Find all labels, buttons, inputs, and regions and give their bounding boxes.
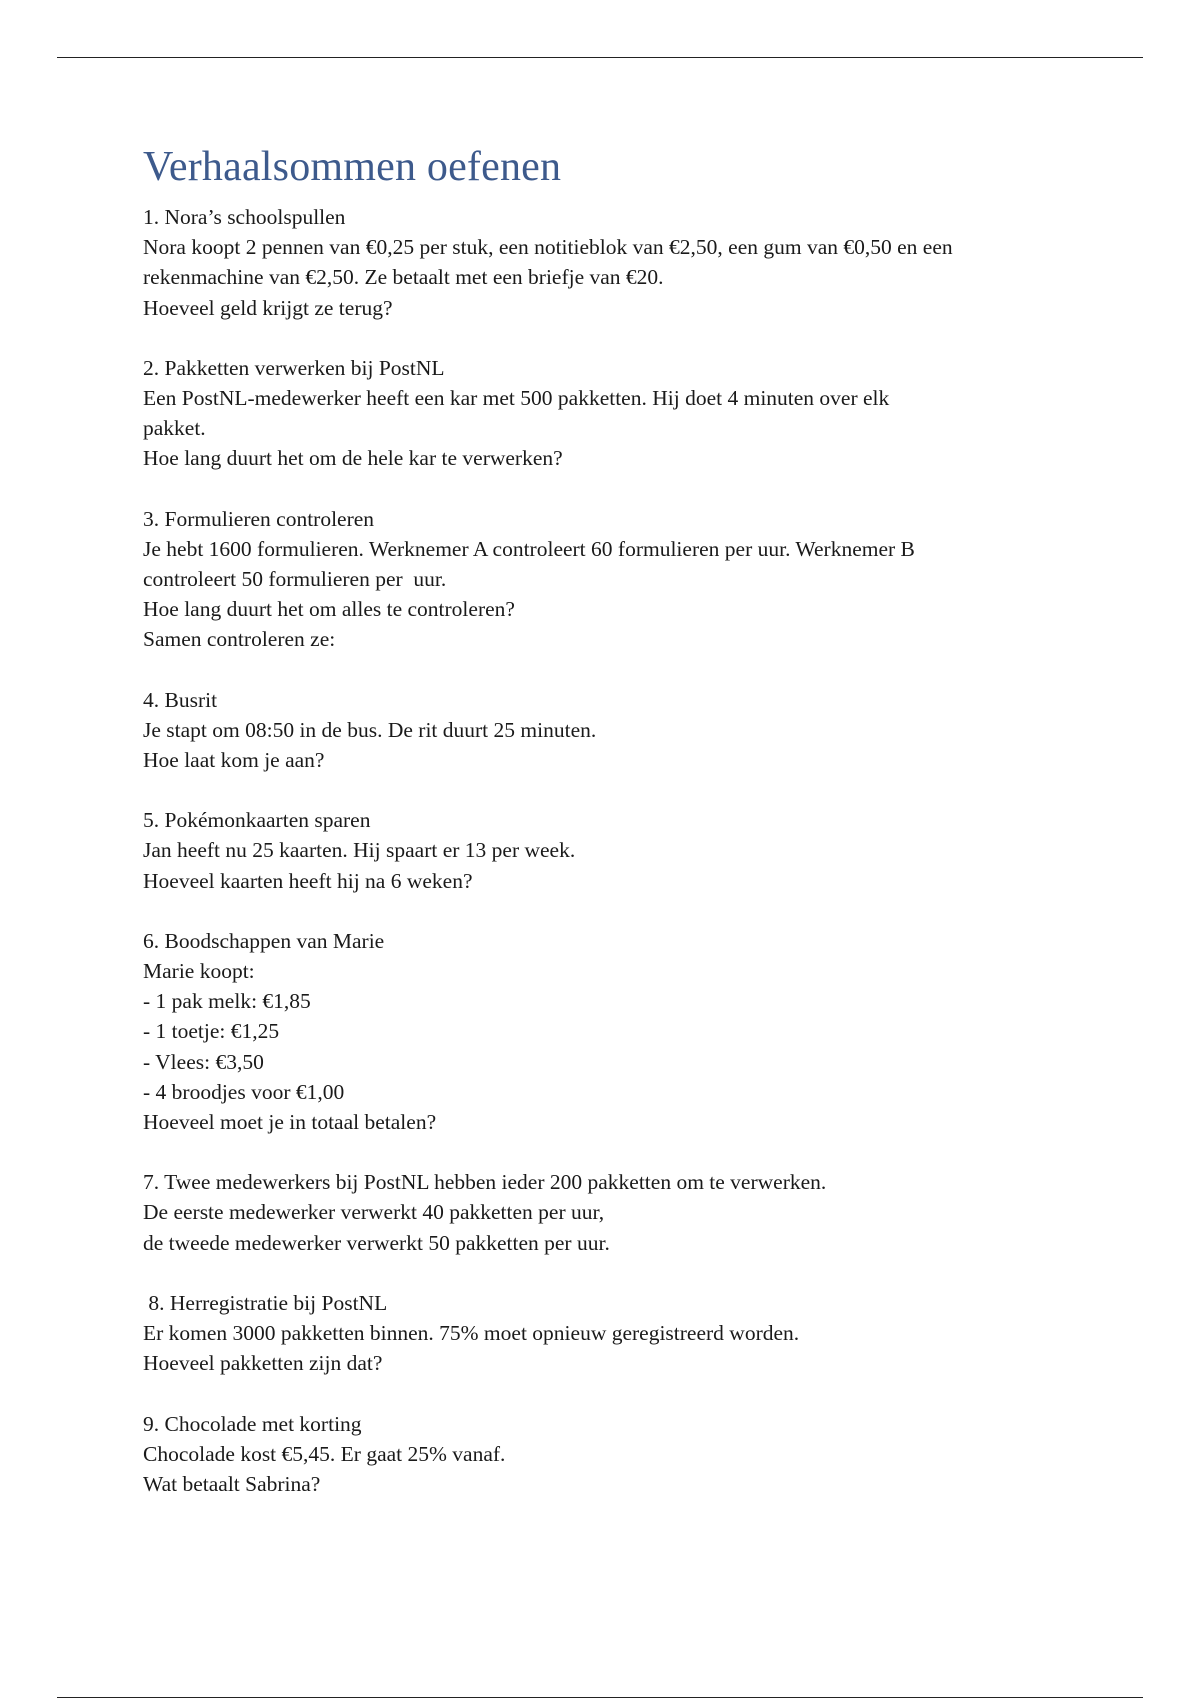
problem-text-line: Jan heeft nu 25 kaarten. Hij spaart er 13 per week.: [143, 838, 576, 863]
problem-text-line: De eerste medewerker verwerkt 40 pakketten per uur,: [143, 1200, 605, 1225]
problem-8: [143, 1288, 1073, 1379]
problem-text-line: Een PostNL-medewerker heeft een kar met 500 pakketten. Hij doet 4 minuten over elk: [143, 386, 890, 411]
problem-heading: 7. Twee medewerkers bij PostNL hebben ieder 200 pakketten om te verwerken.: [143, 1170, 827, 1195]
problem-text-line: Marie koopt:: [143, 959, 255, 984]
document-content: [143, 140, 1073, 1529]
problem-1: [143, 202, 1073, 323]
problem-7: [143, 1167, 1073, 1258]
document-title: Verhaalsommen oefenen: [143, 144, 562, 190]
problem-text-line: Wat betaalt Sabrina?: [143, 1471, 321, 1496]
problem-4: [143, 685, 1073, 776]
problem-heading: 3. Formulieren controleren: [143, 506, 375, 531]
problem-text-line: Hoe laat kom je aan?: [143, 748, 325, 773]
bottom-rule: [57, 1697, 1143, 1698]
problem-2: [143, 353, 1073, 474]
problem-text-line: Hoeveel moet je in totaal betalen?: [143, 1110, 437, 1135]
problem-heading: 1. Nora’s schoolspullen: [143, 205, 346, 229]
problem-text-line: Er komen 3000 pakketten binnen. 75% moet opnieuw geregistreerd worden.: [143, 1321, 800, 1346]
problem-5: [143, 805, 1073, 896]
problem-heading: 6. Boodschappen van Marie: [143, 928, 385, 953]
problem-heading: 5. Pokémonkaarten sparen: [143, 808, 371, 833]
problem-text-line: - Vlees: €3,50: [143, 1049, 264, 1074]
problem-text-line: Hoe lang duurt het om alles te controleren?: [143, 597, 515, 622]
problem-text-line: Hoeveel pakketten zijn dat?: [143, 1351, 383, 1376]
problem-text-line: de tweede medewerker verwerkt 50 pakketten per uur.: [143, 1230, 610, 1255]
problem-text-line: Je hebt 1600 formulieren. Werknemer A controleert 60 formulieren per uur. Werknemer B: [143, 536, 915, 561]
problem-3: [143, 504, 1073, 655]
problem-text-line: Hoeveel kaarten heeft hij na 6 weken?: [143, 868, 473, 893]
problem-text-line: - 1 toetje: €1,25: [143, 1019, 280, 1044]
problem-text-line: controleert 50 formulieren per uur.: [143, 567, 447, 592]
problem-text-line: - 1 pak melk: €1,85: [143, 989, 311, 1014]
problem-text-line: Chocolade kost €5,45. Er gaat 25% vanaf.: [143, 1441, 506, 1466]
top-rule: [57, 57, 1143, 58]
problem-heading: 2. Pakketten verwerken bij PostNL: [143, 355, 445, 380]
problem-text-line: Hoeveel geld krijgt ze terug?: [143, 295, 393, 320]
problem-text-line: - 4 broodjes voor €1,00: [143, 1079, 345, 1104]
problem-6: [143, 926, 1073, 1137]
problem-text-line: rekenmachine van €2,50. Ze betaalt met een briefje van €20.: [143, 265, 664, 290]
problem-heading: 4. Busrit: [143, 687, 218, 712]
problem-heading: 8. Herregistratie bij PostNL: [143, 1290, 388, 1315]
problem-text-line: Hoe lang duurt het om de hele kar te verwerken?: [143, 446, 563, 471]
problem-9: [143, 1409, 1073, 1500]
problem-text-line: Samen controleren ze:: [143, 627, 336, 652]
problem-list: [143, 202, 1073, 1499]
problem-text-line: pakket.: [143, 416, 206, 441]
problem-text-line: Je stapt om 08:50 in de bus. De rit duurt 25 minuten.: [143, 717, 597, 742]
problem-heading: 9. Chocolade met korting: [143, 1411, 362, 1436]
problem-text-line: Nora koopt 2 pennen van €0,25 per stuk, een notitieblok van €2,50, een gum van €0,50 en een: [143, 235, 953, 260]
